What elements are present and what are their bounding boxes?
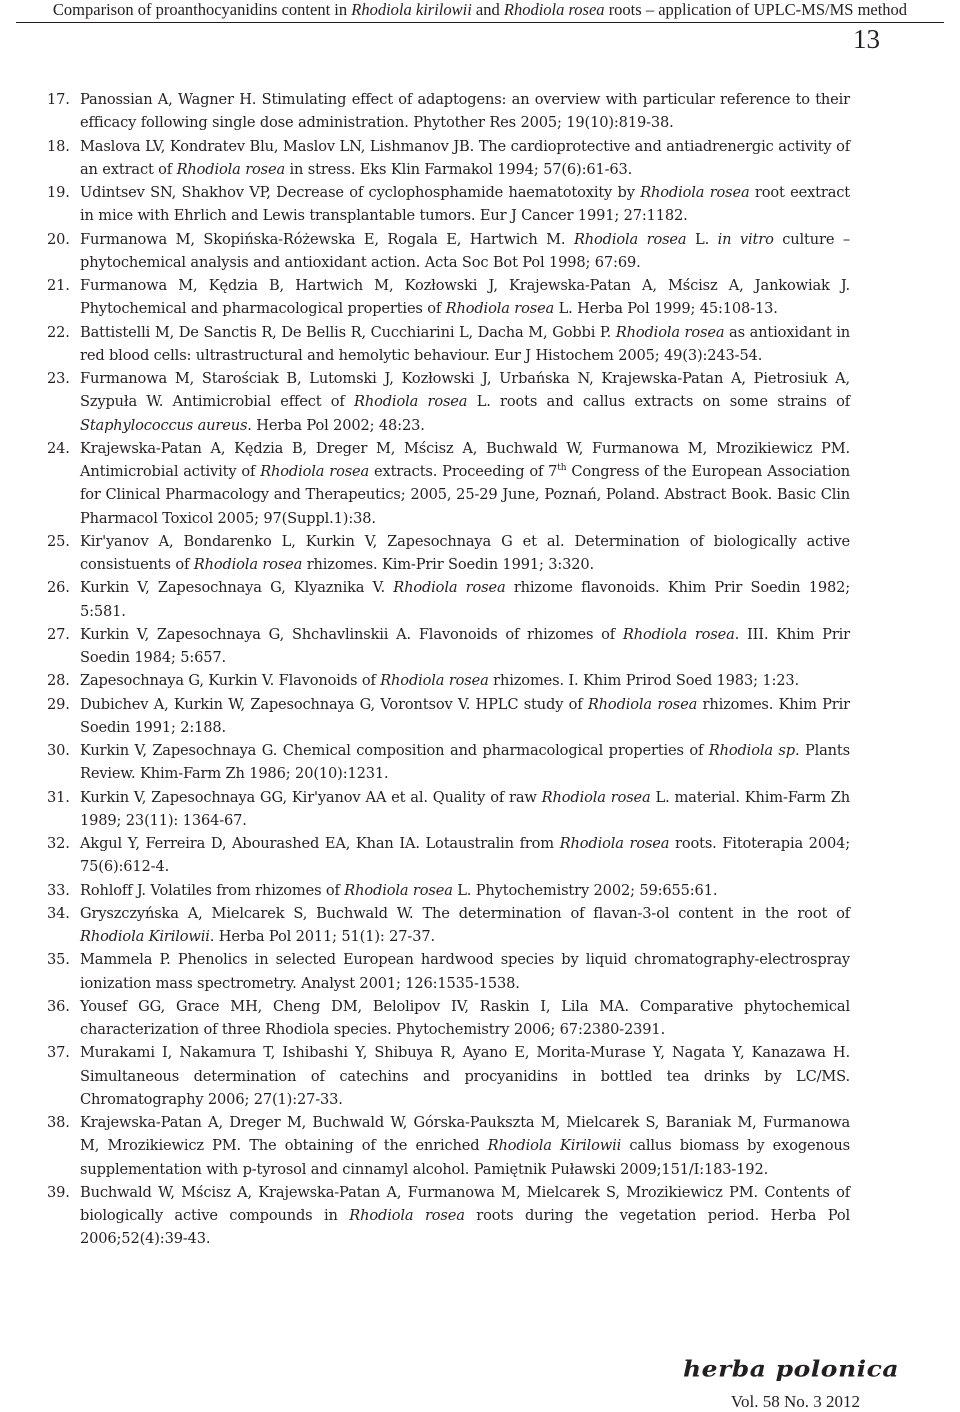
reference-number: 32.	[47, 835, 70, 852]
reference-number: 38.	[47, 1114, 70, 1131]
reference-item	[47, 879, 850, 902]
reference-number: 18.	[47, 137, 70, 155]
reference-text	[80, 626, 850, 666]
text-segment: Kurkin V, Zapesochnaya G. Chemical composition and pharmacological properties of	[80, 742, 709, 759]
reference-item	[47, 135, 850, 182]
reference-number: 19.	[47, 184, 70, 201]
text-segment: extracts. Proceeding of 7	[369, 463, 558, 480]
reference-text	[80, 835, 850, 875]
reference-text	[80, 579, 850, 619]
italic-text: Rhodiola rosea	[587, 695, 698, 713]
text-segment: Kir'yanov A, Bondarenko L, Kurkin V, Zapesochnaya G et al. Determination of biologically active consistuents of	[80, 532, 850, 573]
reference-text	[80, 533, 850, 573]
italic-text: Rhodiola rosea	[349, 1207, 465, 1224]
italic-text: Rhodiola Kirilowii	[487, 1137, 622, 1155]
text-segment: as antioxidant in red blood cells: ultrastructural and hemolytic behaviour. Eur J Histochem 2005; 49(3):243-54.	[80, 323, 850, 364]
text-segment: Plants Review. Khim-Farm Zh 1986; 20(10):1231.	[80, 742, 850, 783]
text-segment: L. Herba Pol 1999; 45:108-13.	[554, 300, 778, 318]
reference-text	[80, 1044, 850, 1108]
reference-number: 33.	[47, 881, 70, 899]
text-segment: Furmanowa M, Kędzia B, Hartwich M, Kozłowski J, Krajewska-Patan A, Mścisz A, Jankowiak J. Phytochemical and pharmacological properties of	[80, 277, 850, 318]
text-segment: Battistelli M, De Sanctis R, De Bellis R, Cucchiarini L, Dacha M, Gobbi P.	[80, 323, 616, 341]
reference-item	[47, 948, 850, 995]
text-segment: Congress of the European Association for Clinical Pharmacology and Therapeutics; 2005, 25-29 June, Poznań, Poland. Abstract Book. Basic Clin Pharmacol Toxicol 2005; 97(Suppl.1):38.	[80, 463, 851, 527]
italic-text: Rhodiola rosea	[622, 625, 735, 643]
volume-info: Vol. 58 No. 3 2012	[730, 1392, 860, 1411]
text-segment: and	[471, 0, 504, 19]
italic-text: Rhodiola rosea	[344, 881, 453, 899]
text-segment: Furmanowa M, Starościak B, Lutomski J, Kozłowski J, Urbańska N, Krajewska-Patan A, Pietrosiuk A, Szypuła W. Antimicrobial effect of	[80, 370, 850, 411]
superscript: th	[557, 463, 567, 474]
reference-number: 34.	[47, 904, 70, 922]
reference-item	[47, 995, 850, 1042]
text-segment: L.	[686, 230, 718, 248]
reference-number: 29.	[47, 695, 70, 713]
text-segment: root eextract in mice with Ehrlich and Lewis transplantable tumors. Eur J Cancer 1991; 27:1182.	[80, 184, 850, 225]
reference-text	[80, 440, 850, 527]
italic-text: Rhodiola sp.	[708, 742, 800, 759]
reference-item	[47, 88, 850, 135]
reference-text	[80, 277, 850, 317]
italic-text: Rhodiola rosea	[503, 0, 605, 19]
text-segment: Furmanowa M, Skopińska-Różewska E, Rogala E, Hartwich M.	[80, 230, 574, 248]
reference-number: 20.	[47, 230, 70, 248]
text-segment: L. Phytochemistry 2002; 59:655:61.	[452, 881, 718, 899]
reference-item	[47, 274, 850, 321]
italic-text: Staphylococcus aureus	[80, 416, 248, 434]
reference-text	[80, 184, 850, 224]
reference-number: 39.	[47, 1183, 70, 1201]
italic-text: Rhodiola kirilowii	[351, 0, 472, 19]
italic-text: Rhodiola rosea	[573, 230, 687, 248]
reference-item	[47, 1181, 850, 1251]
reference-item	[47, 437, 850, 530]
italic-text: Rhodiola rosea	[354, 393, 468, 411]
reference-number: 17.	[47, 91, 70, 108]
text-segment: Buchwald W, Mścisz A, Krajewska-Patan A, Furmanowa M, Mielcarek S, Mrozikiewicz PM. Contents of biologically active compounds in	[80, 1183, 850, 1224]
text-segment: Krajewska-Patan A, Kędzia B, Dreger M, Mścisz A, Buchwald W, Furmanowa M, Mrozikiewicz PM. Antimicrobial activity of	[80, 439, 850, 480]
reference-text	[80, 789, 850, 829]
italic-text: Rhodiola rosea	[640, 184, 750, 201]
reference-item	[47, 693, 850, 740]
reference-item	[47, 832, 850, 879]
reference-item	[47, 739, 850, 786]
italic-text: Rhodiola Kirilowii	[80, 928, 210, 945]
italic-text: Rhodiola rosea	[380, 672, 489, 690]
italic-text: Rhodiola rosea	[193, 556, 303, 573]
text-segment: Maslova LV, Kondratev Blu, Maslov LN, Lishmanov JB. The cardioprotective and antiadrenergic activity of an extract of	[80, 137, 850, 178]
text-segment: rhizomes. Kim-Prir Soedin 1991; 3:320.	[302, 556, 595, 573]
header-rule	[16, 22, 944, 23]
italic-text: Rhodiola rosea	[393, 579, 506, 597]
reference-text	[80, 742, 850, 782]
text-segment: . Herba Pol 2011; 51(1): 27-37.	[209, 928, 435, 945]
reference-item	[47, 623, 850, 670]
reference-item	[47, 576, 850, 623]
reference-number: 36.	[47, 997, 70, 1015]
reference-text	[80, 1114, 850, 1178]
reference-text	[80, 370, 850, 434]
text-segment: Akgul Y, Ferreira D, Abourashed EA, Khan IA. Lotaustralin from	[80, 835, 560, 852]
reference-text	[80, 696, 850, 736]
reference-number: 35.	[47, 951, 70, 969]
italic-text: Rhodiola rosea	[615, 323, 725, 341]
text-segment: roots – application of UPLC-MS/MS method	[604, 0, 908, 19]
reference-number: 25.	[47, 532, 70, 550]
journal-logo: herba polonica	[683, 1356, 900, 1383]
text-segment: Dubichev A, Kurkin W, Zapesochnaya G, Vorontsov V. HPLC study of	[80, 695, 588, 713]
reference-text	[80, 672, 799, 689]
italic-text: Rhodiola rosea	[260, 463, 370, 480]
reference-number: 37.	[47, 1044, 70, 1062]
italic-text: Rhodiola rosea	[176, 160, 286, 178]
reference-text	[80, 882, 717, 899]
text-segment: in stress. Eks Klin Farmakol 1994; 57(6):61-63.	[285, 160, 633, 178]
reference-item	[47, 669, 850, 692]
text-segment: Yousef GG, Grace MH, Cheng DM, Belolipov IV, Raskin I, Lila MA. Comparative phytochemical characterization of three Rhodiola species. Phytochemistry 2006; 67:2380-2391.	[80, 997, 850, 1038]
reference-text	[80, 231, 850, 271]
reference-number: 21.	[47, 277, 70, 294]
italic-text: Rhodiola rosea	[559, 835, 670, 852]
reference-text	[80, 905, 850, 945]
text-segment: L. material. Khim-Farm Zh 1989; 23(11): 1364-67.	[80, 788, 850, 829]
text-segment: Panossian A, Wagner H. Stimulating effect of adaptogens: an overview with particular reference to their efficacy following single dose administration. Phytother Res 2005; 19(10):819-38.	[80, 91, 850, 132]
reference-text	[80, 138, 850, 178]
text-segment: rhizomes. Khim Prir Soedin 1991; 2:188.	[80, 695, 850, 736]
reference-text	[80, 1184, 850, 1248]
reference-number: 24.	[47, 439, 70, 457]
text-segment: . III. Khim Prir Soedin 1984; 5:657.	[80, 625, 850, 666]
text-segment: callus biomass by exogenous supplementation with p-tyrosol and cinnamyl alcohol. Pamiętnik Puławski 2009;151/I:183-192.	[80, 1137, 850, 1178]
reference-number: 28.	[47, 672, 70, 690]
text-segment: rhizome flavonoids. Khim Prir Soedin 1982; 5:581.	[80, 579, 851, 620]
reference-number: 23.	[47, 370, 70, 387]
reference-item	[47, 181, 850, 228]
text-segment: Mammela P. Phenolics in selected European hardwood species by liquid chromatography-electrospray ionization mass spectrometry. Analyst 2001; 126:1535-1538.	[80, 951, 850, 992]
text-segment: Zapesochnaya G, Kurkin V. Flavonoids of	[80, 672, 381, 690]
text-segment: Comparison of proanthocyanidins content in	[52, 0, 352, 19]
italic-text: in vitro	[717, 230, 774, 248]
text-segment: L. roots and callus extracts on some strains of	[467, 393, 851, 411]
reference-item	[47, 1041, 850, 1111]
reference-item	[47, 902, 850, 949]
text-segment: roots. Fitoterapia 2004; 75(6):612-4.	[80, 835, 850, 876]
reference-number: 30.	[47, 742, 70, 759]
text-segment: Kurkin V, Zapesochnaya G, Klyaznika V.	[80, 579, 394, 597]
text-segment: Gryszczyńska A, Mielcarek S, Buchwald W. The determination of flavan-3-ol content in the root of	[80, 904, 850, 922]
reference-number: 31.	[47, 788, 70, 806]
text-segment: . Herba Pol 2002; 48:23.	[247, 416, 425, 434]
reference-text	[80, 324, 850, 364]
reference-item	[47, 530, 850, 577]
text-segment: Kurkin V, Zapesochnaya G, Shchavlinskii A. Flavonoids of rhizomes of	[80, 625, 623, 643]
reference-text	[80, 998, 850, 1038]
text-segment: Rohloff J. Volatiles from rhizomes of	[80, 881, 345, 899]
reference-text	[80, 91, 850, 131]
reference-text	[80, 951, 850, 991]
reference-list	[47, 88, 850, 1251]
text-segment: Murakami I, Nakamura T, Ishibashi Y, Shibuya R, Ayano E, Morita-Murase Y, Nagata Y, Kanazawa H. Simultaneous determination of catechins and procyanidins in bottled tea drinks by LC/MS. Chromatography 2006; 27(1):27-33.	[80, 1044, 850, 1108]
reference-number: 26.	[47, 579, 70, 597]
running-title	[16, 0, 944, 22]
text-segment: roots during the vegetation period. Herba Pol 2006;52(4):39-43.	[80, 1207, 850, 1248]
text-segment: Kurkin V, Zapesochnaya GG, Kir'yanov AA et al. Quality of raw	[80, 788, 542, 806]
text-segment: culture – phytochemical analysis and antioxidant action. Acta Soc Bot Pol 1998; 67:69.	[80, 230, 851, 271]
text-segment: rhizomes. I. Khim Prirod Soed 1983; 1:23.	[488, 672, 799, 690]
reference-item	[47, 367, 850, 437]
reference-item	[47, 321, 850, 368]
reference-number: 22.	[47, 323, 70, 341]
text-segment: Udintsev SN, Shakhov VP, Decrease of cyclophosphamide haematotoxity by	[80, 184, 641, 201]
reference-number: 27.	[47, 625, 70, 643]
text-segment: Krajewska-Patan A, Dreger M, Buchwald W, Górska-Paukszta M, Mielcarek S, Baraniak M, Furmanowa M, Mrozikiewicz PM. The obtaining of the enriched	[80, 1114, 850, 1155]
italic-text: Rhodiola rosea	[445, 300, 555, 318]
reference-item	[47, 228, 850, 275]
italic-text: Rhodiola rosea	[541, 788, 651, 806]
page-number: 13	[853, 24, 880, 54]
reference-item	[47, 1111, 850, 1181]
reference-item	[47, 786, 850, 833]
